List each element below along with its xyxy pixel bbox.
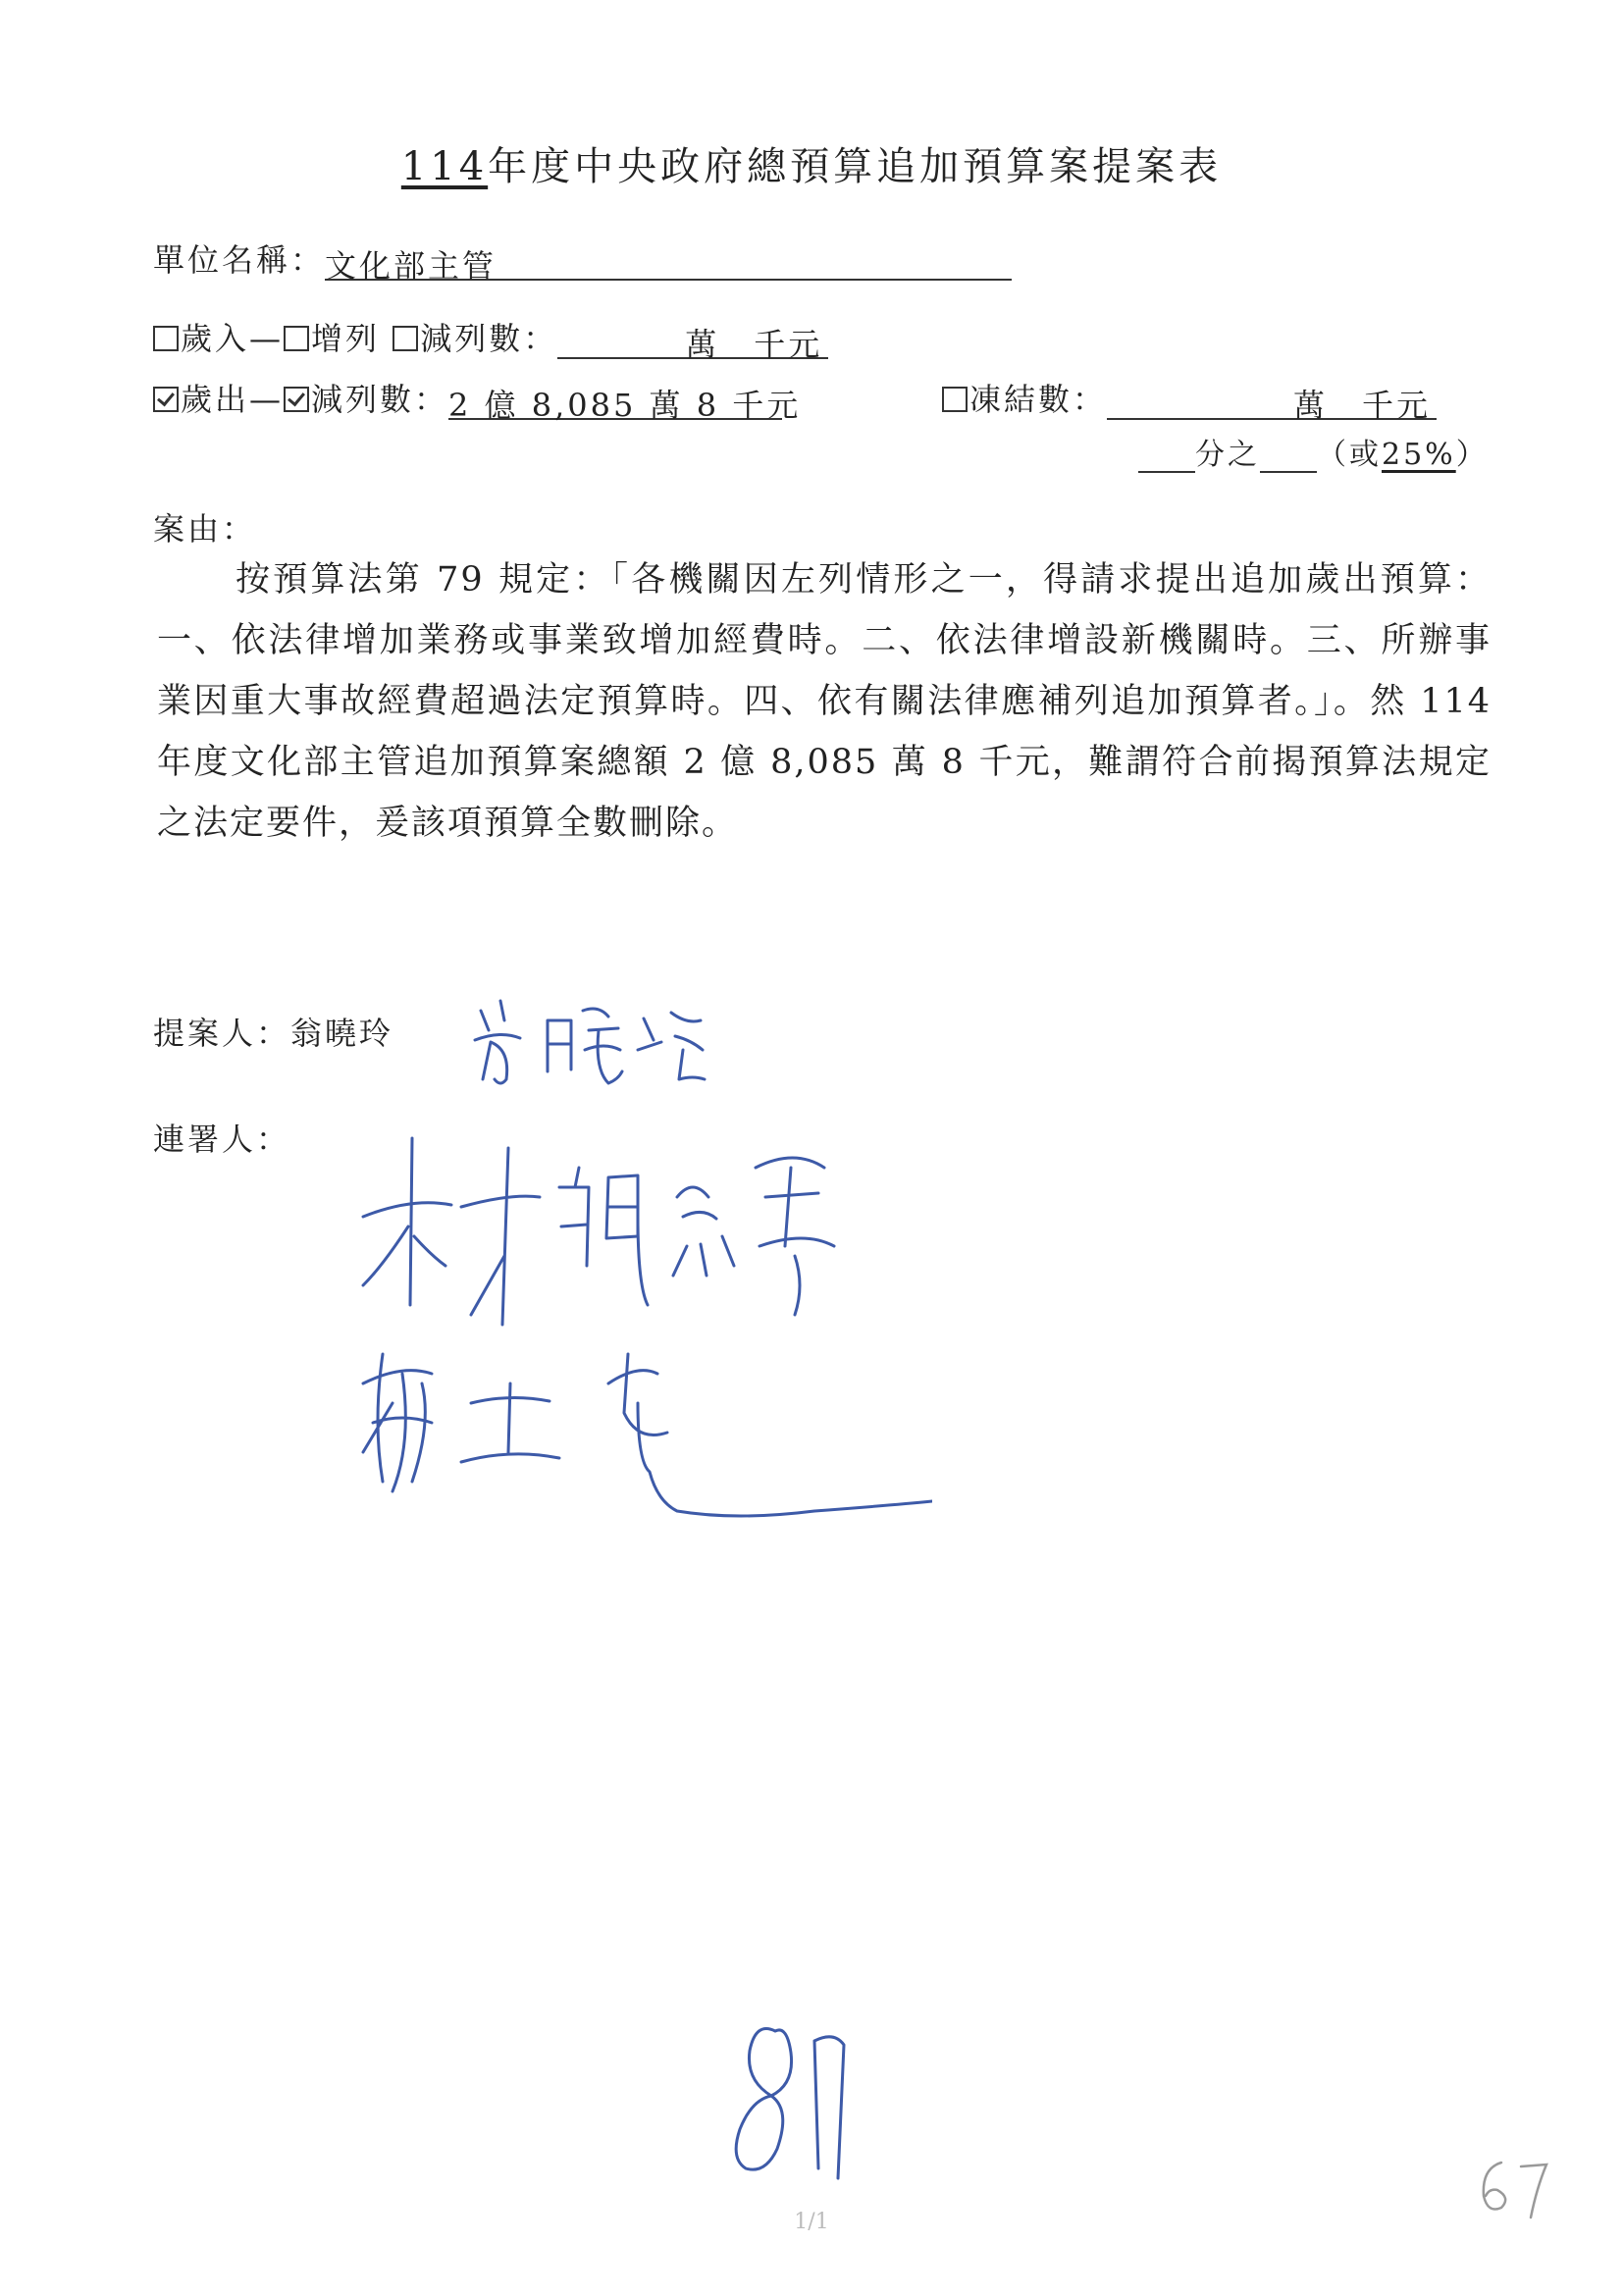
freeze-row xyxy=(942,375,1437,424)
fraction-open: （或 xyxy=(1317,438,1382,472)
expenditure-amount: 2 億 8,085 萬 8 千元 xyxy=(448,387,802,424)
revenue-checkbox[interactable] xyxy=(153,326,179,351)
freeze-checkbox[interactable] xyxy=(942,387,968,412)
expenditure-cut-checkbox[interactable] xyxy=(284,387,309,412)
freeze-label: 凍結數： xyxy=(969,381,1108,418)
unit-row xyxy=(153,235,1012,285)
fraction-mid: 分之 xyxy=(1195,438,1260,472)
expenditure-amount-line xyxy=(448,381,802,424)
page-number: 1/1 xyxy=(794,2210,829,2234)
freeze-amount: 萬 千元 xyxy=(1293,387,1432,424)
freeze-fraction-row xyxy=(1138,430,1489,473)
proposer-signature xyxy=(461,981,716,1099)
reason-text: 按預算法第 79 規定：「各機關因左列情形之一，得請求提出追加歲出預算：一、依法律增加業務或事業致增加經費時。二、依法律增設新機關時。三、所辦事業因重大事故經費超過法定預算時。四、依有關法律應補列追加預算者。」。然 114 年度文化部主管追加預算案總額 2 億 8,085 萬 8 千元，難謂符合前揭預算法規定之法定要件，爰該項預算全數刪除。 xyxy=(157,560,1492,843)
page-title xyxy=(0,135,1623,191)
proposer-row xyxy=(153,1009,393,1054)
fraction-percent: 25% xyxy=(1382,438,1456,472)
fraction-denominator-line xyxy=(1138,434,1195,473)
revenue-add-label: 增列 xyxy=(311,320,381,357)
fraction-numerator-line xyxy=(1260,434,1317,473)
cosigner-label: 連署人： xyxy=(153,1121,291,1158)
reason-label: 案由： xyxy=(153,510,257,548)
title-text: 年度中央政府總預算追加預算案提案表 xyxy=(488,144,1223,189)
unit-value-line xyxy=(325,241,1012,285)
unit-label: 單位名稱： xyxy=(153,241,326,279)
expenditure-label: 歲出— xyxy=(181,381,285,418)
fraction-close: ） xyxy=(1455,438,1489,472)
revenue-amount: 萬 千元 xyxy=(685,326,823,363)
expenditure-row xyxy=(153,375,802,424)
unit-value: 文化部主管 xyxy=(325,247,497,285)
freeze-amount-line xyxy=(1107,381,1437,424)
expenditure-checkbox[interactable] xyxy=(153,387,179,412)
revenue-amount-line xyxy=(557,320,828,363)
proposer-label: 提案人： xyxy=(153,1015,291,1052)
handwritten-number xyxy=(716,2002,873,2198)
revenue-row xyxy=(153,314,828,363)
revenue-cut-label: 減列數： xyxy=(420,320,558,357)
cosigner-signatures xyxy=(343,1128,932,1540)
proposer-name: 翁曉玲 xyxy=(290,1015,394,1052)
revenue-add-checkbox[interactable] xyxy=(284,326,309,351)
revenue-label: 歲入— xyxy=(181,320,285,357)
revenue-cut-checkbox[interactable] xyxy=(393,326,418,351)
title-year: 114 xyxy=(400,144,489,189)
expenditure-cut-label: 減列數： xyxy=(311,381,449,418)
